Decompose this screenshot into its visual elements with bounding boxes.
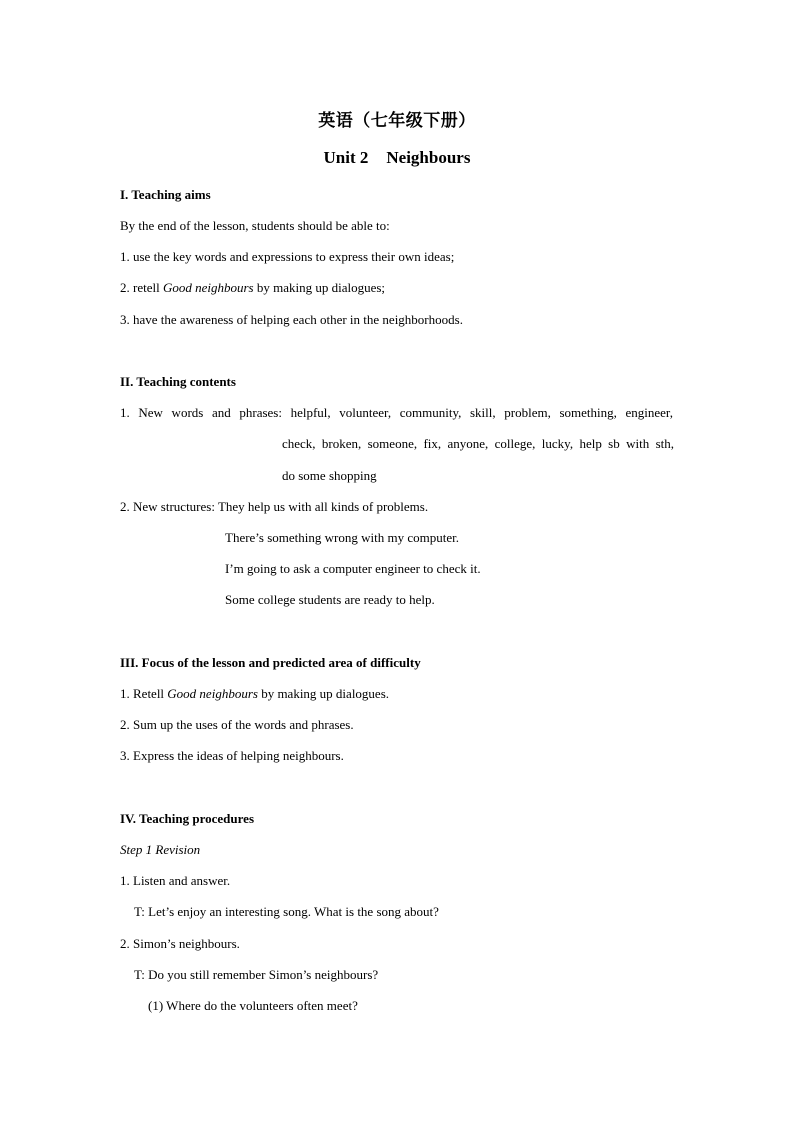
aim-text-italic: Good neighbours [162,280,254,295]
unit-number: Unit 2 [323,148,369,167]
new-words-line: 1. New words and phrases: helpful, volunteer, community, skill, problem, something, engineer, [120,405,673,420]
focus-item [120,685,389,703]
teaching-aim-item: 1. use the key words and expressions to express their own ideas; [120,249,455,264]
procedure-item: 2. Simon’s neighbours. [120,936,240,951]
section-heading-teaching-contents: II. Teaching contents [120,374,236,389]
focus-item: 2. Sum up the uses of the words and phrases. [120,717,354,732]
section-heading-focus: III. Focus of the lesson and predicted area of difficulty [120,655,421,670]
teaching-aim-item [120,279,385,297]
unit-title [0,148,794,168]
teacher-line: T: Let’s enjoy an interesting song. What is the song about? [134,904,439,919]
aim-text: by making up dialogues; [253,280,386,295]
new-structures-line: There’s something wrong with my computer. [225,530,459,545]
teaching-aims-intro: By the end of the lesson, students should be able to: [120,218,390,233]
unit-name: Neighbours [386,148,471,167]
procedure-item: 1. Listen and answer. [120,873,231,888]
focus-text: by making up dialogues. [257,686,390,701]
new-words-line: check, broken, someone, fix, anyone, college, lucky, help sb with sth, [282,436,674,451]
step-title: Step 1 Revision [120,842,201,857]
teacher-line: T: Do you still remember Simon’s neighbours? [134,967,379,982]
focus-item: 3. Express the ideas of helping neighbours. [120,748,344,763]
new-structures-line: I’m going to ask a computer engineer to check it. [225,561,481,576]
section-heading-teaching-aims: I. Teaching aims [120,187,211,202]
focus-text-italic: Good neighbours [167,686,258,701]
teaching-aim-item: 3. have the awareness of helping each other in the neighborhoods. [120,312,463,327]
section-heading-teaching-procedures: IV. Teaching procedures [120,811,255,826]
aim-text: 2. retell [120,280,163,295]
new-structures-line: Some college students are ready to help. [225,592,435,607]
document-title: 英语（七年级下册） [318,111,476,131]
focus-text: 1. Retell [120,686,168,701]
question-line: (1) Where do the volunteers often meet? [148,998,358,1013]
new-structures-line: 2. New structures: They help us with all kinds of problems. [120,499,429,514]
new-words-line: do some shopping [282,468,377,483]
